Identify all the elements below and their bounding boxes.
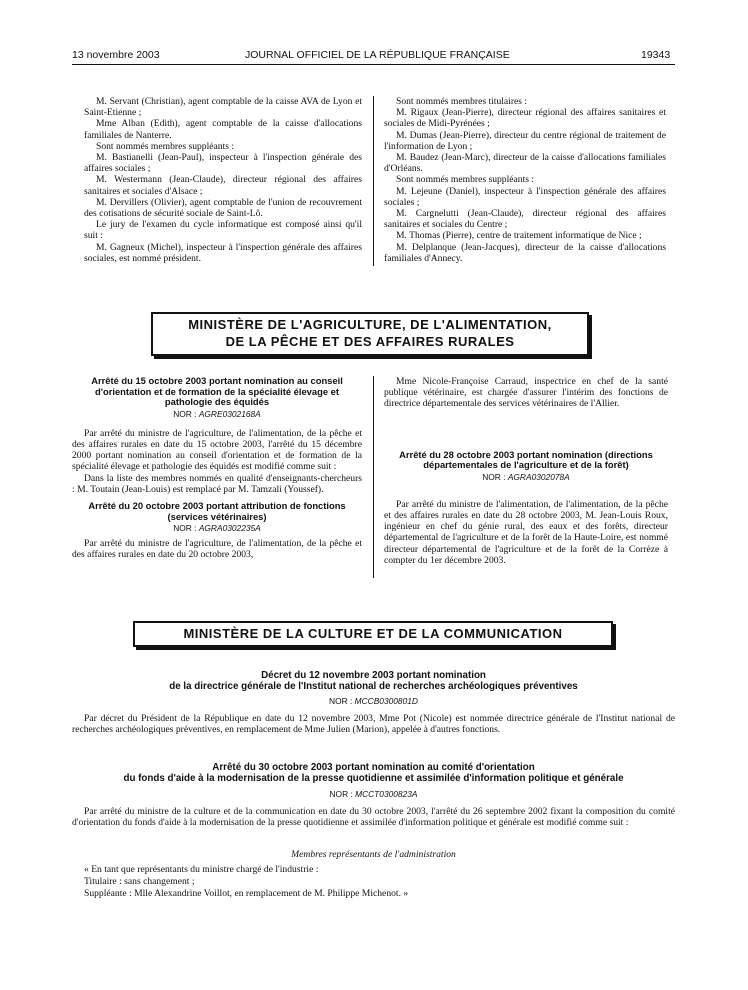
article-title (72, 671, 675, 692)
nor-reference: NOR : MCCT0300823A (329, 789, 418, 799)
nor-reference: NOR : AGRA0302078A (482, 471, 570, 482)
paragraph: Par arrêté du ministre de l'agriculture, de l'alimentation, de la pêche et des affaires rurales en date du 20 octobre 2003, (72, 538, 362, 561)
paragraph: M. Dumas (Jean-Pierre), directeur du centre régional de traitement de l'information de Lyon ; (384, 129, 666, 152)
paragraph: Par arrêté du ministre de l'agriculture, de l'alimentation, de la pêche et des affaires rurales en date du 15 octobre 2003, l'arrêté du 15 décembre 2000 portant nomination au conseil d'orientation et de formation de la spécialité élevage et pathologie des équidés est modifié comme suit : (72, 427, 362, 473)
article-title: Arrêté du 20 octobre 2003 portant attribution de fonctions (services vétérinaires) (88, 500, 346, 522)
agriculture-left-column (72, 376, 362, 561)
nor-reference: NOR : MCCB0300801D (329, 696, 418, 706)
ministry-title-line: DE LA PÊCHE ET DES AFFAIRES RURALES (225, 334, 515, 349)
ministry-title-line: MINISTÈRE DE LA CULTURE ET DE LA COMMUNICATION (183, 626, 563, 641)
ministry-title-line: MINISTÈRE DE L'AGRICULTURE, DE L'ALIMENTATION, (188, 317, 552, 332)
paragraph: Par décret du Président de la République en date du 12 novembre 2003, Mme Pot (Nicole) est nommée directrice générale de l'Institut national de recherches archéologiques préventives, en remplacement de Mme Julien (Marion), appelée à d'autres fonctions. (72, 713, 675, 736)
article-title: Arrêté du 15 octobre 2003 portant nomination au conseil d'orientation et de formation de la spécialité élevage et pathologie des équidés (91, 375, 343, 408)
paragraph: Mme Nicole-Françoise Carraud, inspectrice en chef de la santé publique vétérinaire, est chargée d'assurer l'intérim des fonctions de directrice départementale des services vétérinaires de l'Allier. (384, 376, 668, 410)
paragraph: M. Rigaux (Jean-Pierre), directeur régional des affaires sanitaires et sociales de Midi-Pyrénées ; (384, 107, 666, 130)
nor-reference: NOR : AGRE0302168A (173, 408, 261, 419)
nor-reference: NOR : AGRA0302235A (173, 523, 261, 534)
top-left-column (84, 96, 362, 264)
subheading: Membres représentants de l'administration (291, 849, 456, 860)
paragraph: Par arrêté du ministre de l'alimentation, de l'alimentation, de la pêche et des affaires rurales en date du 28 octobre 2003, M. Jean-Louis Roux, ingénieur en chef du génie rural, des eaux et des forêts, directeur départemental de l'agriculture et de la forêt de la Haute-Loire, est nommé directeur départemental de l'agriculture et de la forêt de la Corrèze à compter du 1er décembre 2003. (384, 498, 668, 566)
paragraph: M. Gagneux (Michel), inspecteur à l'inspection générale des affaires sociales, est nommé président. (84, 241, 362, 264)
header-page-number: 19343 (641, 49, 671, 61)
paragraph: Par arrêté du ministre de la culture et de la communication en date du 30 octobre 2003, l'arrêté du 26 septembre 2002 fixant la composition du comité d'orientation du fonds d'aide à la modernisation de la presse quotidienne et assimilée d'information politique et générale est modifié comme suit : (72, 806, 675, 829)
paragraph: Suppléante : Mlle Alexandrine Voillot, en remplacement de M. Philippe Michenot. » (84, 888, 409, 899)
paragraph: Sont nommés membres titulaires : (396, 96, 528, 107)
header-journal-title: JOURNAL OFFICIEL DE LA RÉPUBLIQUE FRANÇAISE (245, 49, 510, 61)
agriculture-right-column (384, 376, 668, 566)
paragraph: M. Lejeune (Daniel), inspecteur à l'inspection générale des affaires sociales ; (384, 185, 666, 208)
article-title: Arrêté du 28 octobre 2003 portant nomination (directions départementales de l'agriculture et de la forêt) (399, 448, 653, 471)
article-title-line: Arrêté du 30 octobre 2003 portant nomination au comité d'orientation (212, 762, 535, 773)
header-date: 13 novembre 2003 (72, 49, 160, 61)
paragraph: Sont nommés membres suppléants : (396, 174, 535, 186)
paragraph: M. Bastianelli (Jean-Paul), inspecteur à l'inspection générale des affaires sociales ; (84, 152, 362, 175)
paragraph: Dans la liste des membres nommés en qualité d'enseignants-chercheurs : M. Toutain (Jean-Louis) est remplacé par M. Tamzali (Youssef). (72, 472, 362, 495)
paragraph: Titulaire : sans changement ; (84, 876, 195, 887)
paragraph: « En tant que représentants du ministre chargé de l'industrie : (84, 864, 319, 875)
paragraph: M. Servant (Christian), agent comptable de la caisse AVA de Lyon et Saint-Etienne ; (84, 96, 362, 119)
column-separator (373, 96, 374, 266)
top-right-column (384, 96, 666, 264)
paragraph: Sont nommés membres suppléants : (96, 140, 235, 152)
article-title-line: du fonds d'aide à la modernisation de la presse quotidienne et assimilée d'information politique et générale (123, 772, 624, 784)
ministry-banner-agriculture (151, 312, 589, 356)
ministry-banner-culture (133, 621, 613, 647)
paragraph: M. Delplanque (Jean-Jacques), directeur de la caisse d'allocations familiales d'Annecy. (384, 241, 666, 264)
header-rule (72, 64, 675, 65)
article-title-line: de la directrice générale de l'Institut national de recherches archéologiques préventives (169, 680, 578, 692)
article-title-line: Décret du 12 novembre 2003 portant nomination (261, 670, 486, 681)
paragraph: Le jury de l'examen du cycle informatique est composé ainsi qu'il suit : (84, 219, 362, 242)
article-title (72, 763, 675, 784)
paragraph: M. Baudez (Jean-Marc), directeur de la caisse d'allocations familiales d'Orléans. (384, 152, 666, 175)
column-separator (373, 376, 374, 578)
paragraph: M. Westermann (Jean-Claude), directeur régional des affaires sanitaires et sociales d'Alsace ; (84, 174, 362, 197)
paragraph: Mme Alban (Edith), agent comptable de la caisse d'allocations familiales de Nanterre. (84, 118, 362, 141)
paragraph: M. Dervillers (Olivier), agent comptable de l'union de recouvrement des cotisations de sécurité sociale de Saint-Lô. (84, 196, 362, 220)
paragraph: M. Cargnelutti (Jean-Claude), directeur régional des affaires sanitaires et sociales du Centre ; (384, 208, 666, 231)
paragraph: M. Thomas (Pierre), centre de traitement informatique de Nice ; (396, 230, 642, 242)
